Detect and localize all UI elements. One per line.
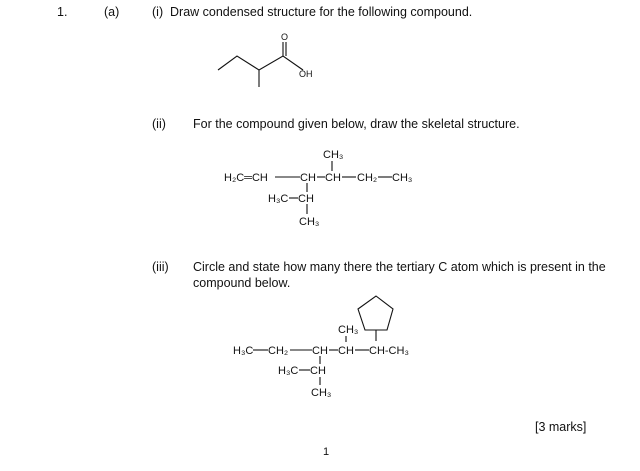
item-i-text: Draw condensed structure for the following compound.	[170, 5, 473, 19]
structure-2-ch-a: CH	[300, 172, 316, 184]
structure-3-ch3-top: CH₃	[338, 324, 359, 336]
structure-2-ch3-end: CH₃	[392, 172, 413, 184]
structure-2-ch3-bottom: CH₃	[299, 216, 320, 228]
structure-3-h3c: H₃C	[233, 345, 254, 357]
structure-2-ch-c: CH	[298, 193, 314, 205]
structure-3-ch-c: CH	[310, 365, 326, 377]
structure-2-ch2: CH₂	[357, 172, 378, 184]
item-ii-label: (ii)	[152, 117, 166, 131]
structure-1-oxygen: O	[281, 32, 289, 42]
structure-3-cyclopentane-ring	[358, 296, 393, 330]
structure-3-ch-b: CH	[338, 345, 354, 357]
structure-2-ch-b: CH	[325, 172, 341, 184]
item-iii-text-line1: Circle and state how many there the tertiary C atom which is present in the	[193, 260, 606, 274]
structure-3-h3c-branch: H₃C	[278, 365, 299, 377]
structure-1-hydroxyl: OH	[299, 69, 313, 79]
item-iii-text-line2: compound below.	[193, 276, 291, 290]
structure-3-ch-ch3: CH-CH₃	[369, 345, 409, 357]
structure-2-vinyl: H₂C═CH	[224, 172, 268, 184]
question-part: (a)	[104, 5, 120, 19]
structure-3-ch-a: CH	[312, 345, 328, 357]
structure-2-h3c: H₃C	[268, 193, 289, 205]
item-i-label: (i)	[152, 5, 164, 19]
structure-2-ch3-top: CH₃	[323, 149, 344, 161]
item-iii-label: (iii)	[152, 260, 169, 274]
item-ii-text: For the compound given below, draw the skeletal structure.	[193, 117, 520, 131]
marks: [3 marks]	[535, 420, 587, 434]
structure-3-ch3-bottom: CH₃	[311, 387, 332, 399]
question-number: 1.	[57, 5, 68, 19]
structure-3-ch2: CH₂	[268, 345, 289, 357]
page-number: 1	[323, 446, 330, 458]
